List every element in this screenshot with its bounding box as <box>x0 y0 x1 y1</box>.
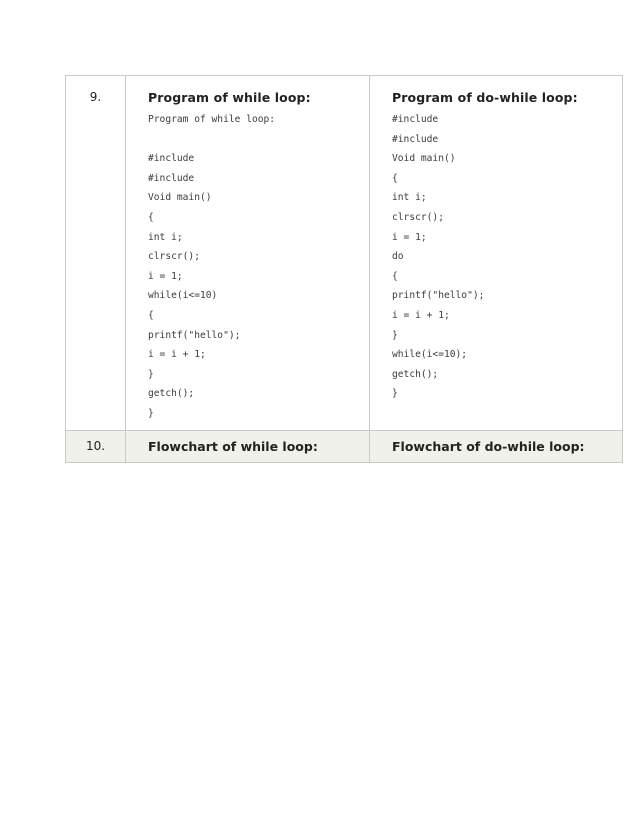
comparison-table <box>65 75 623 463</box>
code-line: } <box>148 368 154 380</box>
row-number: 10. <box>66 430 126 462</box>
row-number: 9. <box>66 76 126 431</box>
do-while-loop-cell <box>370 76 623 431</box>
code-line: { <box>392 270 398 282</box>
code-line: while(i<=10) <box>148 290 218 302</box>
code-line: int i; <box>392 192 427 204</box>
code-line: i = i + 1; <box>148 349 206 361</box>
code-line: } <box>148 407 154 419</box>
code-line: #include <box>148 172 195 184</box>
do-while-loop-code <box>392 110 622 404</box>
code-line: { <box>148 309 154 321</box>
code-line: int i; <box>148 231 183 243</box>
code-line: } <box>392 329 398 341</box>
while-flowchart-heading: Flowchart of while loop: <box>126 430 370 462</box>
code-line: #include <box>148 153 195 165</box>
code-line: i = 1; <box>392 231 427 243</box>
while-loop-heading: Program of while loop: <box>148 90 311 105</box>
code-line: clrscr(); <box>392 211 444 223</box>
do-while-loop-heading: Program of do-while loop: <box>392 90 578 105</box>
code-line: { <box>148 211 154 223</box>
code-line: Void main() <box>148 192 212 204</box>
do-while-flowchart-heading: Flowchart of do-while loop: <box>370 430 623 462</box>
code-line: Program of while loop: <box>148 114 276 125</box>
code-line: #include <box>392 133 439 145</box>
code-line: i = i + 1; <box>392 309 450 321</box>
code-line: getch(); <box>148 388 195 400</box>
code-line: printf("hello"); <box>148 329 241 341</box>
code-line: printf("hello"); <box>392 290 485 302</box>
while-loop-cell <box>126 76 370 431</box>
code-line: } <box>392 388 398 400</box>
while-loop-code <box>148 110 369 424</box>
code-line: { <box>392 172 398 184</box>
code-line: #include <box>392 114 439 125</box>
table-row <box>66 76 623 431</box>
code-line: clrscr(); <box>148 251 200 263</box>
code-line: getch(); <box>392 368 439 380</box>
code-line: Void main() <box>392 153 456 165</box>
code-line: while(i<=10); <box>392 349 468 361</box>
code-line <box>148 130 369 150</box>
code-line: i = 1; <box>148 270 183 282</box>
table-row <box>66 430 623 462</box>
code-line: do <box>392 251 404 263</box>
